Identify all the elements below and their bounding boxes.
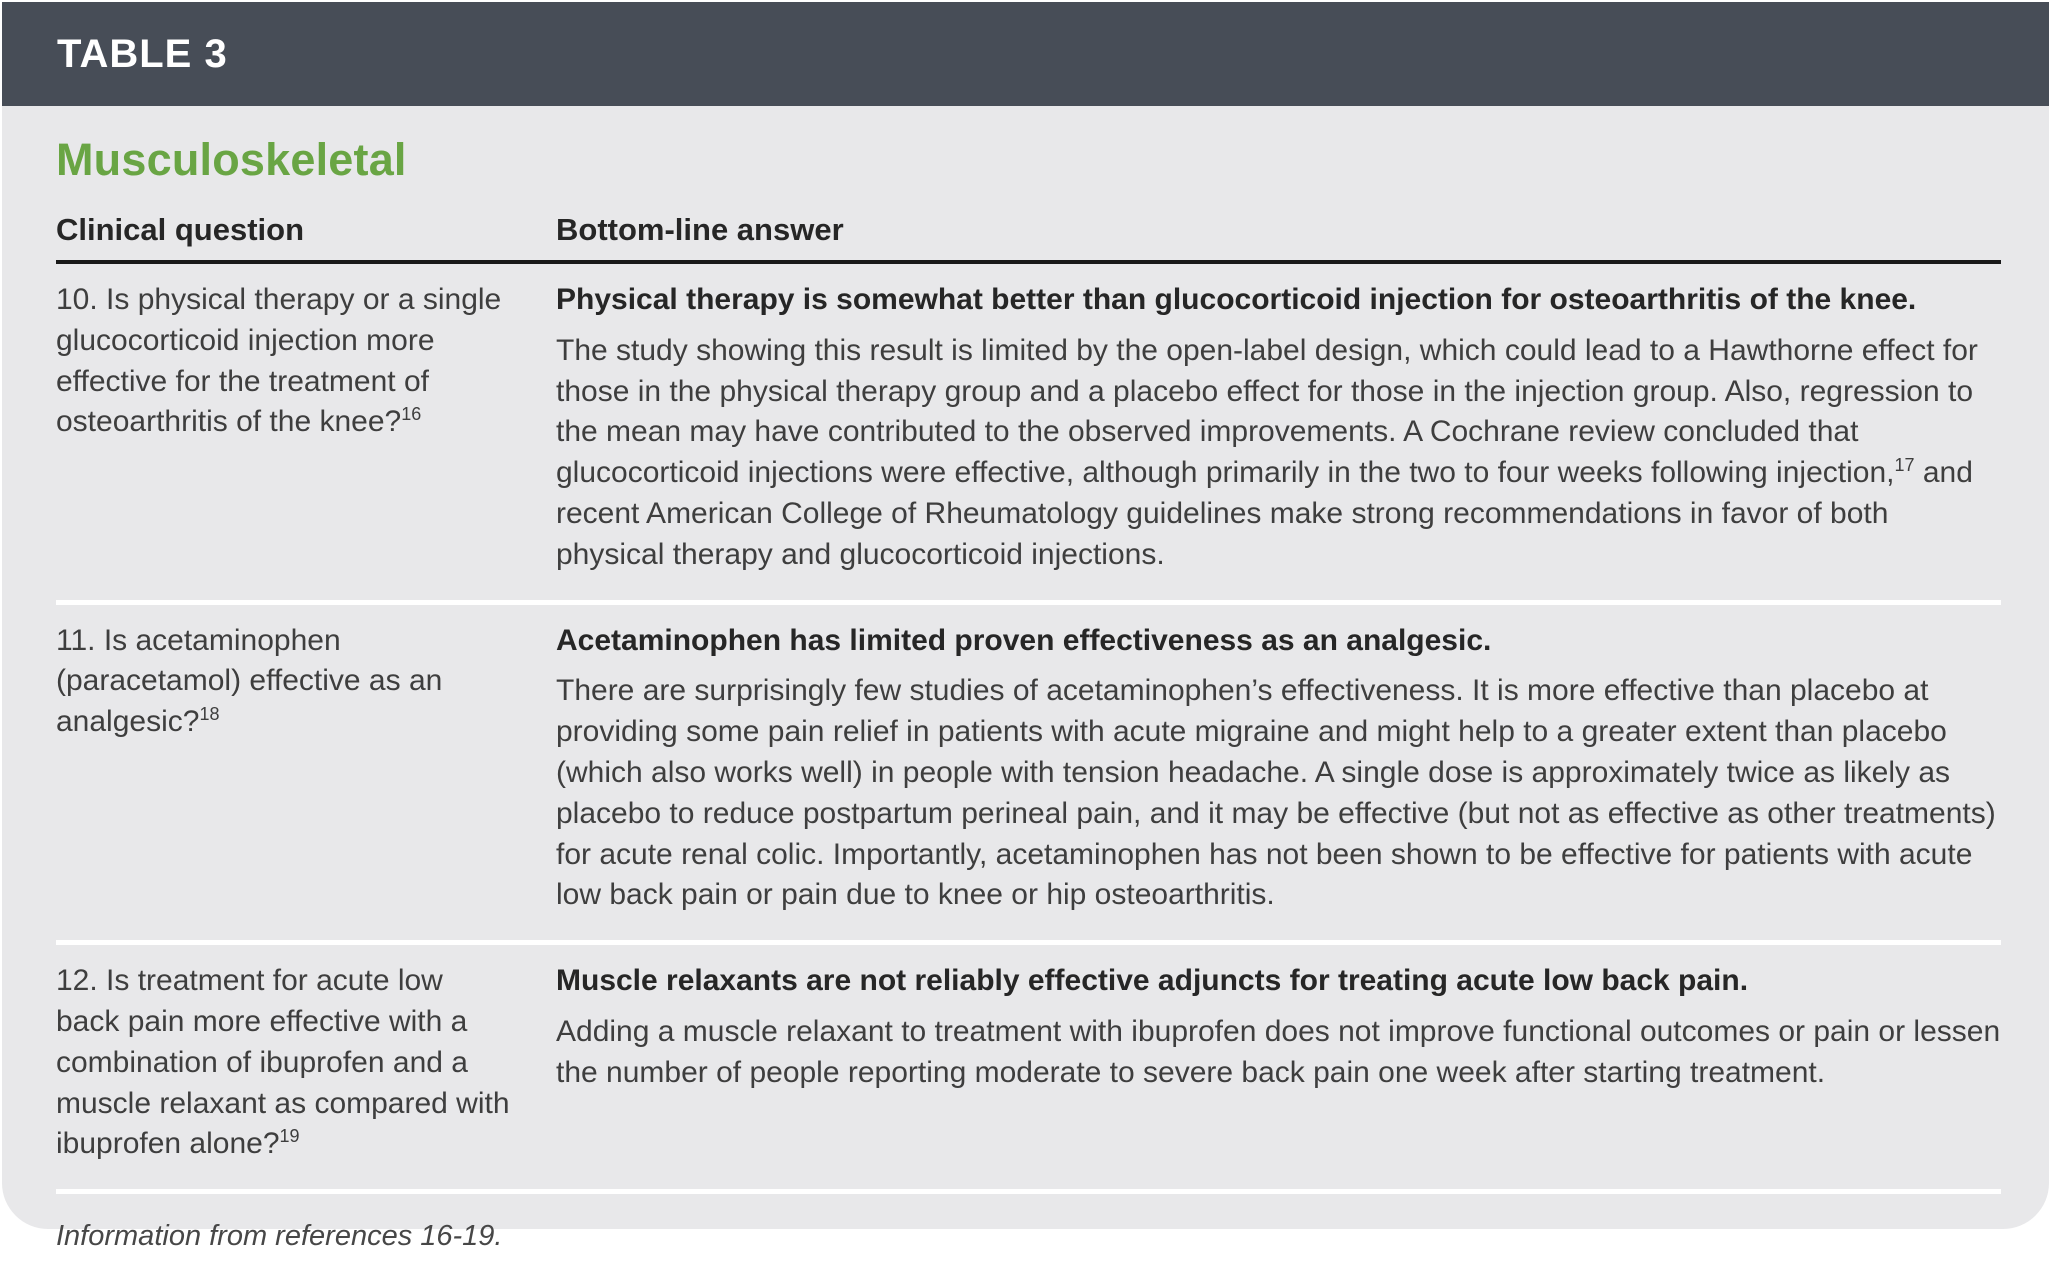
answer-text-segment: The study showing this result is limited by the open-label design, which could lead to a Hawthorne effect for those in the physical therapy group and a placebo effect for those in the injection group. Also, regression to the mean may have contributed to the observed improvements. A Cochrane review concluded that glucocorticoid injections were effective, although primarily in the two to four weeks following injection,: [556, 333, 1978, 490]
answer-paragraph: [556, 1012, 2001, 1094]
table-row-question-12: [56, 945, 2001, 1194]
answer-cell: [556, 280, 2001, 576]
table-card: [2, 2, 2049, 1253]
question-text: 11. Is acetaminophen (paracetamol) effective as an analgesic?: [56, 623, 443, 739]
answer-heading: Physical therapy is somewhat better than glucocorticoid injection for osteoarthritis of the knee.: [556, 283, 1917, 316]
table-body: [2, 134, 2049, 1283]
section-title: Musculoskeletal: [56, 134, 407, 185]
question-cell: [56, 621, 511, 917]
question-ref-superscript: 16: [401, 404, 422, 425]
question-text: 12. Is treatment for acute low back pain more effective with a combination of ibuprofen and a muscle relaxant as compared with ibuprofen alone?: [56, 964, 510, 1161]
answer-heading: Muscle relaxants are not reliably effective adjuncts for treating acute low back pain.: [556, 964, 1749, 998]
column-header-bottom-line-answer: Bottom-line answer: [556, 212, 844, 247]
table-header-bar: [2, 2, 2049, 106]
table-row-question-11: [56, 605, 2001, 946]
question-cell: [56, 280, 511, 576]
answer-paragraph: [556, 331, 2001, 576]
answer-text-segment: There are surprisingly few studies of acetaminophen’s effectiveness. It is more effective than placebo at providing some pain relief in patients with acute migraine and might help to a greater extent than placebo (which also works well) in people with tension headache. A single dose is approximately twice as likely as placebo to reduce postpartum perineal pain, and it may be effective (but not as effective as other treatments) for acute renal colic. Importantly, acetaminophen has not been shown to be effective for patients with acute low back pain or pain due to knee or hip osteoarthritis.: [556, 674, 1996, 912]
answer-text-segment: Adding a muscle relaxant to treatment with ibuprofen does not improve functional outcomes or pain or lessen the number of people reporting moderate to severe back pain one week after starting treatment.: [556, 1014, 2001, 1089]
answer-paragraph: [556, 671, 2001, 916]
answer-heading: Acetaminophen has limited proven effectiveness as an analgesic.: [556, 623, 1492, 657]
question-text: 10. Is physical therapy or a single glucocorticoid injection more effective for the treatment of osteoarthritis of the knee?: [56, 283, 502, 439]
answer-cell: [556, 621, 2001, 917]
answer-ref-superscript: 17: [1894, 455, 1915, 476]
question-cell: [56, 961, 511, 1165]
column-header-clinical-question: Clinical question: [56, 212, 305, 247]
answer-cell: [556, 961, 2001, 1165]
column-headers: [56, 212, 2001, 248]
answer-text-segment: and recent American College of Rheumatology guidelines make strong recommendations in favor of both physical therapy and glucocorticoid injections.: [556, 456, 1973, 571]
footnote: Information from references 16-19.: [56, 1220, 503, 1253]
table-row-question-10: [56, 264, 2001, 605]
table-label: TABLE 3: [57, 31, 228, 76]
question-ref-superscript: 19: [279, 1126, 300, 1147]
question-ref-superscript: 18: [199, 704, 220, 725]
